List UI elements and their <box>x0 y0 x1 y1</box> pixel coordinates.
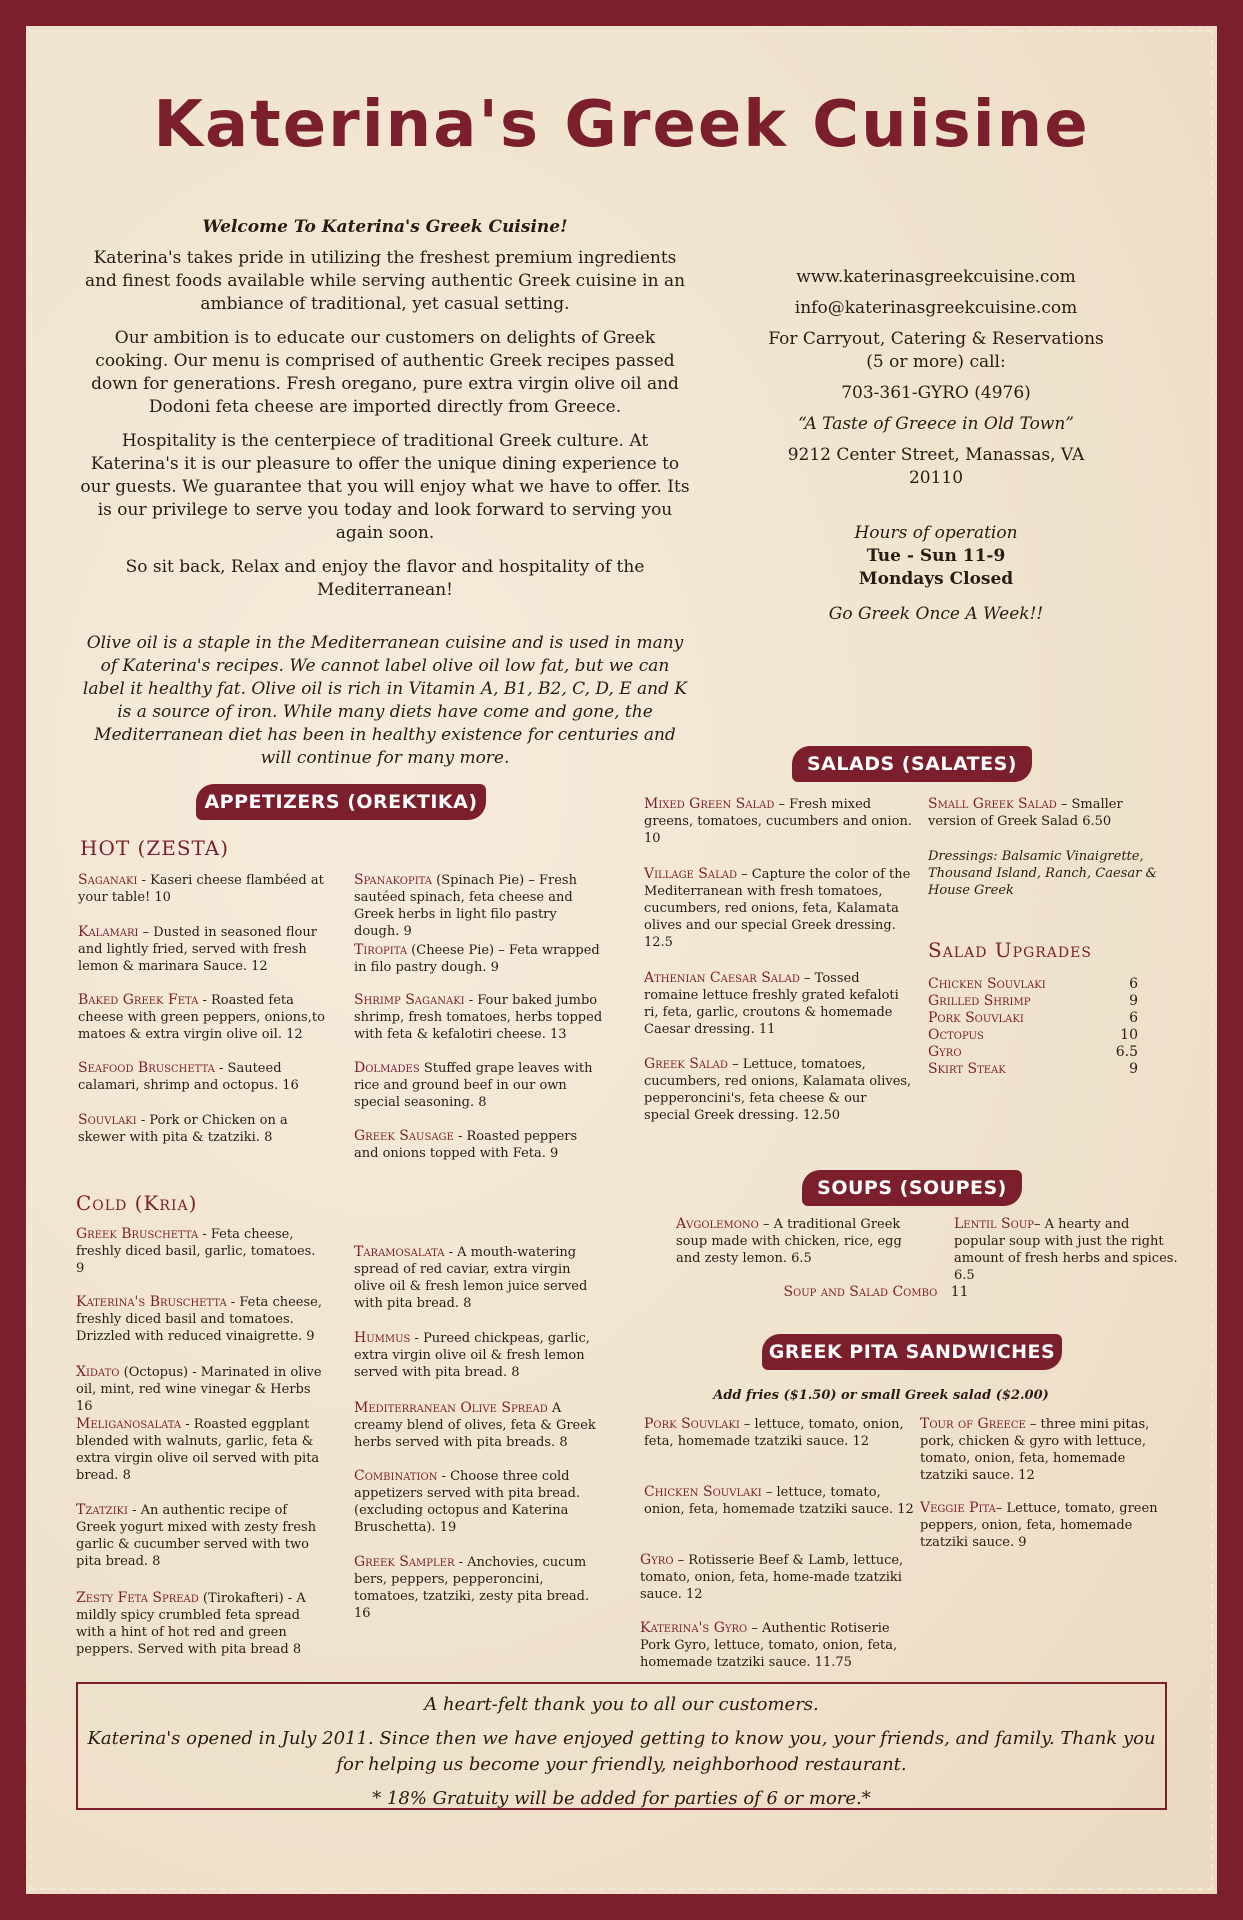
item-name: Zesty Feta Spread <box>76 1590 199 1606</box>
item-desc: - Four baked jumbo shrimp, fresh tomatoes, herbs topped with feta & kefalotiri cheese. 13 <box>354 993 603 1042</box>
hot-heading: HOT (ZESTA) <box>80 836 230 860</box>
menu-item <box>354 1400 604 1451</box>
menu-item <box>78 872 328 906</box>
item-name: Mediterranean Olive Spread <box>354 1400 548 1416</box>
menu-item <box>354 992 604 1043</box>
item-name: Tiropita <box>354 942 408 958</box>
menu-item <box>354 1244 604 1312</box>
upgrade-row <box>928 976 1138 993</box>
gratuity-note: * 18% Gratuity will be added for parties of 6 or more.* <box>372 1788 871 1809</box>
item-desc: – Capture the color of the Mediterranean with fresh tomatoes, cucumbers, red onions, feta, Kalamata olives and our special Greek dressing. 12.5 <box>644 867 911 950</box>
upgrade-row <box>928 1010 1138 1027</box>
menu-item <box>354 942 604 976</box>
item-name: Mixed Green Salad <box>644 796 775 812</box>
upgrade-row <box>928 1044 1138 1061</box>
upgrade-row <box>928 1027 1138 1044</box>
menu-item <box>78 1112 328 1146</box>
item-name: Greek Sampler <box>354 1554 455 1570</box>
menu-item <box>644 866 914 951</box>
item-name: Combination <box>354 1468 438 1484</box>
soups-banner: SOUPS (SOUPES) <box>802 1170 1022 1206</box>
item-name: Taramosalata <box>354 1244 445 1260</box>
item-name: Hummus <box>354 1330 411 1346</box>
menu-item <box>644 1416 914 1450</box>
menu-item <box>954 1216 1184 1284</box>
item-name: Xidato <box>76 1364 120 1380</box>
upgrades-list <box>928 976 1138 1078</box>
intro-paragraph: So sit back, Relax and enjoy the flavor and hospitality of the Mediterranean! <box>125 557 645 600</box>
item-desc: - Choose three cold appetizers served with pita bread. (excluding octopus and Katerina Bruschetta). 19 <box>354 1469 581 1535</box>
menu-item <box>76 1590 326 1658</box>
menu-item <box>644 1056 914 1124</box>
item-desc: – Authentic Rotiserie Pork Gyro, lettuce, tomato, onion, feta, homemade tzatziki sauce. 11.75 <box>640 1621 898 1670</box>
tagline: “A Taste of Greece in Old Town” <box>798 414 1074 434</box>
item-name: Greek Bruschetta <box>76 1226 199 1242</box>
phone-number[interactable]: 703-361-GYRO (4976) <box>841 383 1031 403</box>
intro-paragraph: Katerina's takes pride in utilizing the freshest premium ingredients and finest foods available while serving authentic Greek cuisine in an ambiance of traditional, yet casual setting. <box>84 248 686 314</box>
item-desc: Stuffed grape leaves with rice and ground beef in our own special seasoning. 8 <box>354 1061 593 1110</box>
upgrade-name: Gyro <box>928 1044 962 1060</box>
contact-section <box>766 266 1106 626</box>
item-name: Katerina's Gyro <box>640 1620 748 1636</box>
upgrade-name: Octopus <box>928 1027 984 1043</box>
item-name: Kalamari <box>78 924 139 940</box>
restaurant-title: Katerina's Greek Cuisine <box>153 88 1090 162</box>
item-desc: - Feta cheese, freshly diced basil and tomatoes. Drizzled with reduced vinaigrette. 9 <box>76 1295 322 1344</box>
item-desc: – Lettuce, tomato, green peppers, onion, feta, homemade tzatziki sauce. 9 <box>920 1501 1158 1550</box>
thank-you-box <box>76 1682 1167 1810</box>
item-name: Athenian Caesar Salad <box>644 970 800 986</box>
item-name: Small Greek Salad <box>928 796 1057 812</box>
item-name: Village Salad <box>644 866 737 882</box>
soup-salad-combo <box>626 1284 1126 1300</box>
upgrade-name: Skirt Steak <box>928 1061 1006 1077</box>
upgrade-price: 6.5 <box>1115 1044 1138 1060</box>
item-name: Avgolemono <box>676 1216 759 1232</box>
intro-section <box>80 216 690 781</box>
slogan: Go Greek Once A Week!! <box>828 604 1044 624</box>
story-text: Katerina's opened in July 2011. Since then we have enjoyed getting to know you, your friends, and family. Thank you for helping us become your friendly, neighborhood restaurant. <box>87 1728 1156 1775</box>
upgrade-row <box>928 993 1138 1010</box>
intro-paragraph: Our ambition is to educate our customers on delights of Greek cooking. Our menu is comprised of authentic Greek recipes passed down for generations. Fresh oregano, pure extra virgin olive oil and Dodoni feta cheese are imported directly from Greece. <box>91 328 679 417</box>
upgrade-price: 6 <box>1129 976 1138 992</box>
menu-item <box>354 1060 604 1111</box>
item-name: Katerina's Bruschetta <box>76 1294 227 1310</box>
item-name: Dolmades <box>354 1060 420 1076</box>
item-desc: (Tirokafteri) - A mildly spicy crumbled feta spread with a hint of hot red and green peppers. Served with pita bread 8 <box>76 1591 306 1657</box>
combo-name: Soup and Salad Combo <box>783 1284 938 1300</box>
item-desc: – A traditional Greek soup made with chicken, rice, egg and zesty lemon. 6.5 <box>676 1217 902 1266</box>
item-desc: – three mini pitas, pork, chicken & gyro with lettuce, tomato, onion, feta, homemade tzatziki sauce. 12 <box>920 1417 1150 1483</box>
upgrade-price: 6 <box>1129 1010 1138 1026</box>
item-name: Tzatziki <box>76 1502 128 1518</box>
upgrade-price: 10 <box>1120 1027 1138 1043</box>
salads-banner: SALADS (SALATES) <box>792 746 1032 782</box>
item-desc: – Smaller version of Greek Salad 6.50 <box>928 797 1123 829</box>
item-name: Lentil Soup <box>954 1216 1035 1232</box>
menu-item <box>76 1364 326 1415</box>
email-link[interactable]: info@katerinasgreekcuisine.com <box>794 298 1078 318</box>
menu-item <box>920 1500 1170 1551</box>
menu-item <box>354 1128 604 1162</box>
menu-item <box>78 1060 328 1094</box>
item-desc: – Lettuce, tomatoes, cucumbers, red onions, Kalamata olives, pepperoncini's, feta cheese & our special Greek dressing. 12.50 <box>644 1057 912 1123</box>
menu-item <box>76 1294 326 1345</box>
menu-item <box>640 1620 914 1671</box>
item-name: Saganaki <box>78 872 138 888</box>
item-name: Veggie Pita <box>920 1500 996 1516</box>
welcome-heading: Welcome To Katerina's Greek Cuisine! <box>202 217 568 237</box>
item-desc: (Octopus) - Marinated in olive oil, mint, red wine vinegar & Herbs 16 <box>76 1365 322 1414</box>
item-desc: – Fresh mixed greens, tomatoes, cucumbers and onion. 10 <box>644 797 912 846</box>
dressings-note: Dressings: Balsamic Vinaigrette, Thousand Island, Ranch, Caesar & House Greek <box>928 849 1158 898</box>
hours: Tue - Sun 11-9 <box>866 546 1006 566</box>
item-name: Chicken Souvlaki <box>644 1484 762 1500</box>
cold-heading: Cold (Kria) <box>76 1191 198 1215</box>
appetizers-banner: APPETIZERS (OREKTIKA) <box>196 784 486 820</box>
menu-item <box>76 1416 326 1484</box>
menu-item <box>354 1330 604 1381</box>
item-desc: - Sauteed calamari, shrimp and octopus. 16 <box>78 1061 299 1093</box>
item-name: Greek Sausage <box>354 1128 454 1144</box>
item-desc: A creamy blend of olives, feta & Greek herbs served with pita breads. 8 <box>354 1401 596 1450</box>
item-name: Spanakopita <box>354 872 433 888</box>
menu-item <box>354 1554 604 1622</box>
menu-item <box>354 1468 604 1536</box>
item-name: Baked Greek Feta <box>78 992 199 1008</box>
website-link[interactable]: www.katerinasgreekcuisine.com <box>796 267 1076 287</box>
menu-item <box>644 796 914 847</box>
menu-item <box>354 872 604 940</box>
menu-item <box>676 1216 916 1267</box>
menu-item <box>78 992 328 1043</box>
item-name: Meliganosalata <box>76 1416 182 1432</box>
item-desc: – lettuce, tomato, onion, feta, homemade tzatziki sauce. 12 <box>644 1485 914 1517</box>
item-name: Pork Souvlaki <box>644 1416 740 1432</box>
item-name: Tour of Greece <box>920 1416 1026 1432</box>
item-desc: (Cheese Pie) – Feta wrapped in filo pastry dough. 9 <box>354 943 600 975</box>
menu-item <box>78 924 328 975</box>
combo-price: 11 <box>950 1284 969 1300</box>
item-desc: - Roasted eggplant blended with walnuts, garlic, feta & extra virgin olive oil served with pita bread. 8 <box>76 1417 320 1483</box>
item-name: Shrimp Saganaki <box>354 992 465 1008</box>
item-desc: – Rotisserie Beef & Lamb, lettuce, tomato, onion, feta, home-made tzatziki sauce. 12 <box>640 1553 904 1602</box>
olive-oil-note: Olive oil is a staple in the Mediterranean cuisine and is used in many of Katerina's recipes. We cannot label olive oil low fat, but we can label it healthy fat. Olive oil is rich in Vitamin A, B1, B2, C, D, E and K is a source of iron. While many diets have come and gone, the Mediterranean diet has been in healthy existence for centuries and will continue for many more. <box>82 633 688 768</box>
hours-label: Hours of operation <box>854 523 1018 543</box>
upgrade-price: 9 <box>1129 993 1138 1009</box>
item-name: Seafood Bruschetta <box>78 1060 215 1076</box>
item-desc: – Dusted in seasoned flour and lightly fried, served with fresh lemon & marinara Sauce. 12 <box>78 925 317 974</box>
upgrade-name: Grilled Shrimp <box>928 993 1031 1009</box>
address: 9212 Center Street, Manassas, VA 20110 <box>787 445 1085 488</box>
item-desc: – Tossed romaine lettuce freshly grated kefaloti ri, feta, garlic, croutons & homemade Caesar dressing. 11 <box>644 971 899 1037</box>
item-desc: - A mouth-watering spread of red caviar, extra virgin olive oil & fresh lemon juice served with pita bread. 8 <box>354 1245 588 1311</box>
menu-item <box>76 1502 326 1570</box>
item-desc: - Pork or Chicken on a skewer with pita & tzatziki. 8 <box>78 1113 288 1145</box>
upgrade-price: 9 <box>1129 1061 1138 1077</box>
item-desc: - Roasted feta cheese with green peppers, onions,to matoes & extra virgin olive oil. 12 <box>78 993 325 1042</box>
upgrade-name: Pork Souvlaki <box>928 1010 1024 1026</box>
menu-item <box>644 1484 914 1518</box>
item-name: Greek Salad <box>644 1056 728 1072</box>
item-name: Souvlaki <box>78 1112 137 1128</box>
intro-paragraph: Hospitality is the centerpiece of traditional Greek culture. At Katerina's it is our pleasure to offer the unique dining experience to our guests. We guarantee that you will enjoy what we have to offer. Its is our privilege to serve you today and look forward to serving you again soon. <box>80 431 690 543</box>
upgrade-row <box>928 1061 1138 1078</box>
menu-item <box>644 970 914 1038</box>
closed-day: Mondays Closed <box>858 569 1014 589</box>
menu-item <box>640 1552 914 1603</box>
pitas-banner: GREEK PITA SANDWICHES <box>762 1334 1062 1370</box>
item-desc: (Spinach Pie) – Fresh sautéed spinach, feta cheese and Greek herbs in light filo pastry dough. 9 <box>354 873 577 939</box>
item-desc: - Kaseri cheese flambéed at your table! 10 <box>78 873 324 905</box>
item-desc: - An authentic recipe of Greek yogurt mixed with zesty fresh garlic & cucumber served with two pita bread. 8 <box>76 1503 317 1569</box>
item-desc: – lettuce, tomato, onion, feta, homemade tzatziki sauce. 12 <box>644 1417 904 1449</box>
pita-addon-note: Add fries ($1.50) or small Greek salad ($2.00) <box>713 1388 1049 1403</box>
thank-you-text: A heart-felt thank you to all our customers. <box>424 1694 819 1715</box>
item-name: Gyro <box>640 1552 674 1568</box>
item-desc: - Anchovies, cucum bers, peppers, pepperoncini, tomatoes, tzatziki, zesty pita bread. 16 <box>354 1555 590 1621</box>
upgrade-name: Chicken Souvlaki <box>928 976 1046 992</box>
item-desc: - Roasted peppers and onions topped with Feta. 9 <box>354 1129 578 1161</box>
menu-item <box>920 1416 1170 1484</box>
carryout-text: For Carryout, Catering & Reservations (5 or more) call: <box>768 329 1104 372</box>
menu-item <box>76 1226 326 1277</box>
item-desc: - Feta cheese, freshly diced basil, garlic, tomatoes. 9 <box>76 1227 316 1276</box>
item-desc: - Pureed chickpeas, garlic, extra virgin olive oil & fresh lemon served with pita bread. 8 <box>354 1331 590 1380</box>
item-desc: – A hearty and popular soup with just the right amount of fresh herbs and spices. 6.5 <box>954 1217 1178 1283</box>
menu-item <box>928 796 1158 830</box>
upgrades-heading: Salad Upgrades <box>928 938 1092 962</box>
